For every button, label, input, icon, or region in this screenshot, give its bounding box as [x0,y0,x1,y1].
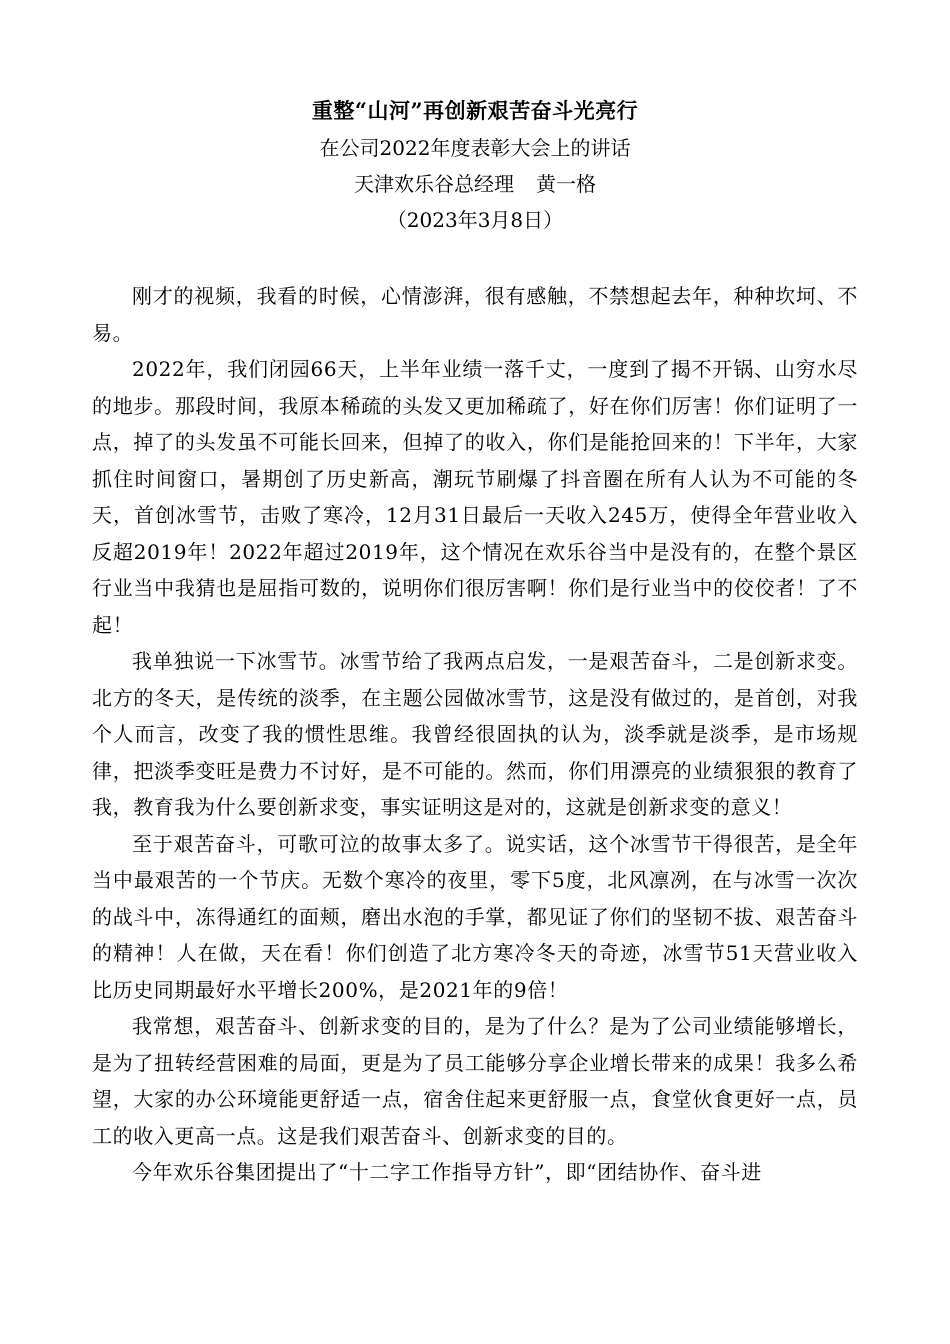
document-header [92,92,858,238]
speech-subtitle: 在公司2022年度表彰大会上的讲话 [319,136,631,160]
paragraph: 我单独说一下冰雪节。冰雪节给了我两点启发，一是艰苦奋斗，二是创新求变。北方的冬天，是传统的淡季，在主题公园做冰雪节，这是没有做过的，是首创，对我个人而言，改变了我的惯性思维。我曾经很固执的认为，淡季就是淡季，是市场规律，把淡季变旺是费力不讨好，是不可能的。然而，你们用漂亮的业绩狠狠的教育了我，教育我为什么要创新求变，事实证明这是对的，这就是创新求变的意义！ [92,649,858,819]
speech-date: （2023年3月8日） [386,208,564,232]
speaker-name: 黄一格 [536,172,596,196]
speaker-role: 天津欢乐谷总经理 [354,172,514,196]
speech-body [92,278,858,1191]
paragraph: 今年欢乐谷集团提出了“十二字工作指导方针”，即“团结协作、奋斗进 [132,1160,762,1184]
speaker-line [92,166,858,202]
paragraph: 刚才的视频，我看的时候，心情澎湃，很有感触，不禁想起去年，种种坎坷、不易。 [92,284,858,345]
speech-title: 重整“山河”再创新艰苦奋斗光亮行 [311,98,639,123]
paragraph: 我常想，艰苦奋斗、创新求变的目的，是为了什么？是为了公司业绩能够增长，是为了扭转经营困难的局面，更是为了员工能够分享企业增长带来的成果！我多么希望，大家的办公环境能更舒适一点，宿舍住起来更舒服一点，食堂伙食更好一点，员工的收入更高一点。这是我们艰苦奋斗、创新求变的目的。 [92,1014,858,1148]
paragraph: 至于艰苦奋斗，可歌可泣的故事太多了。说实话，这个冰雪节干得很苦，是全年当中最艰苦的一个节庆。无数个寒冷的夜里，零下5度，北风凛冽，在与冰雪一次次的战斗中，冻得通红的面颊，磨出水泡的手掌，都见证了你们的坚韧不拔、艰苦奋斗的精神！人在做，天在看！你们创造了北方寒冷冬天的奇迹，冰雪节51天营业收入比历史同期最好水平增长200%，是2021年的9倍！ [92,831,858,1002]
paragraph: 2022年，我们闭园66天，上半年业绩一落千丈，一度到了揭不开锅、山穷水尽的地步。那段时间，我原本稀疏的头发又更加稀疏了，好在你们厉害！你们证明了一点，掉了的头发虽不可能长回来，但掉了的收入，你们是能抢回来的！下半年，大家抓住时间窗口，暑期创了历史新高，潮玩节刷爆了抖音圈在所有人认为不可能的冬天，首创冰雪节，击败了寒冷，12月31日最后一天收入245万，使得全年营业收入反超2019年！2022年超过2019年，这个情况在欢乐谷当中是没有的，在整个景区行业当中我猜也是屈指可数的，说明你们很厉害啊！你们是行业当中的佼佼者！了不起！ [92,357,858,637]
